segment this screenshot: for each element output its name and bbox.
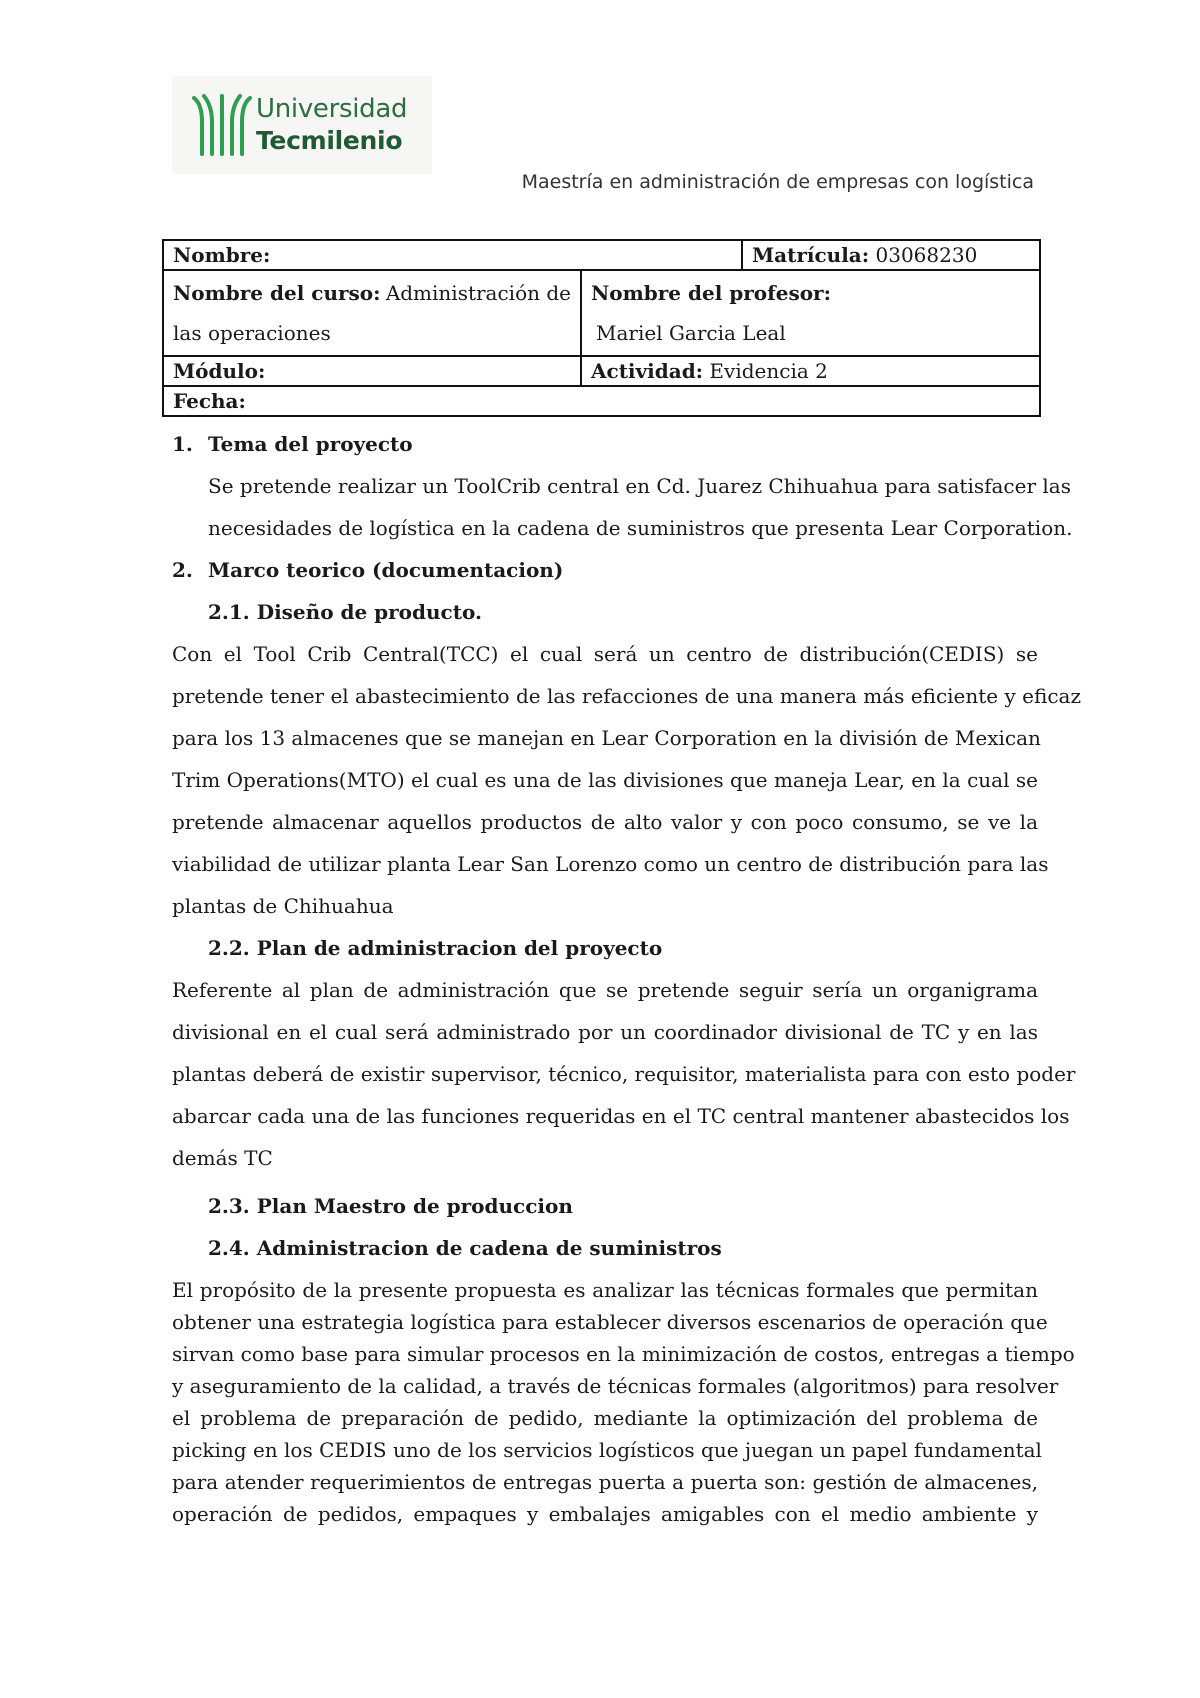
fecha-cell	[163, 386, 1040, 416]
actividad-value: Evidencia 2	[709, 359, 828, 383]
section-1-line: necesidades de logística en la cadena de suministros que presenta Lear Corporation.	[208, 516, 1073, 540]
paragraph-line: el problema de preparación de pedido, mediante la optimización del problema de	[172, 1406, 1038, 1430]
fecha-label: Fecha:	[173, 389, 246, 413]
paragraph-line: Con el Tool Crib Central(TCC) el cual será un centro de distribución(CEDIS) se	[172, 642, 1038, 666]
section-2-1-title: 2.1. Diseño de producto.	[208, 600, 482, 624]
section-2-4-title: 2.4. Administracion de cadena de suministros	[208, 1236, 722, 1260]
paragraph-line: pretende almacenar aquellos productos de alto valor y con poco consumo, se ve la	[172, 810, 1038, 834]
paragraph-line: demás TC	[172, 1146, 273, 1170]
matricula-label: Matrícula:	[752, 243, 870, 267]
section-2-heading	[172, 558, 564, 582]
university-logo	[172, 76, 432, 174]
tecmilenio-logo-icon	[192, 92, 252, 156]
modulo-label: Módulo:	[173, 359, 266, 383]
paragraph-line: para atender requerimientos de entregas puerta a puerta son: gestión de almacenes,	[172, 1470, 1038, 1494]
section-1-title: Tema del proyecto	[208, 432, 413, 456]
section-2-title: Marco teorico (documentacion)	[208, 558, 564, 582]
paragraph-line: obtener una estrategia logística para establecer diversos escenarios de operación que	[172, 1310, 1048, 1334]
table-row	[163, 356, 1040, 386]
curso-value-b: las operaciones	[173, 321, 331, 345]
paragraph-line: y aseguramiento de la calidad, a través de técnicas formales (algoritmos) para resolver	[172, 1374, 1059, 1398]
paragraph-line: El propósito de la presente propuesta es analizar las técnicas formales que permitan	[172, 1278, 1038, 1302]
section-2-number: 2.	[172, 558, 193, 582]
table-row	[163, 386, 1040, 416]
paragraph-line: Referente al plan de administración que se pretende seguir sería un organigrama	[172, 978, 1038, 1002]
program-title: Maestría en administración de empresas con logística	[521, 171, 1034, 193]
curso-value-a: Administración de	[385, 281, 571, 305]
logo-tecmilenio-text: Tecmilenio	[256, 126, 403, 155]
student-info-table	[162, 239, 1041, 417]
section-2-3-title: 2.3. Plan Maestro de produccion	[208, 1194, 573, 1218]
table-row	[163, 240, 1040, 270]
paragraph-line: abarcar cada una de las funciones requeridas en el TC central mantener abastecidos los	[172, 1104, 1070, 1128]
curso-label: Nombre del curso:	[173, 281, 381, 305]
paragraph-line: pretende tener el abastecimiento de las refacciones de una manera más eficiente y eficaz	[172, 684, 1081, 708]
paragraph-line: Trim Operations(MTO) el cual es una de las divisiones que maneja Lear, en la cual se	[172, 768, 1038, 792]
paragraph-line: divisional en el cual será administrado por un coordinador divisional de TC y en las	[172, 1020, 1038, 1044]
actividad-cell	[581, 356, 1040, 386]
curso-cell	[163, 270, 581, 356]
nombre-cell	[163, 240, 742, 270]
paragraph-line: picking en los CEDIS uno de los servicios logísticos que juegan un papel fundamental	[172, 1438, 1042, 1462]
section-1-number: 1.	[172, 432, 193, 456]
section-1-heading	[172, 432, 413, 456]
actividad-label: Actividad:	[591, 359, 704, 383]
paragraph-line: plantas deberá de existir supervisor, técnico, requisitor, materialista para con esto poder	[172, 1062, 1076, 1086]
section-1-line: Se pretende realizar un ToolCrib central en Cd. Juarez Chihuahua para satisfacer las	[208, 474, 1071, 498]
profesor-value: Mariel Garcia Leal	[596, 321, 786, 345]
nombre-label: Nombre:	[173, 243, 271, 267]
paragraph-line: viabilidad de utilizar planta Lear San Lorenzo como un centro de distribución para las	[172, 852, 1049, 876]
paragraph-line: operación de pedidos, empaques y embalajes amigables con el medio ambiente y	[172, 1502, 1038, 1526]
paragraph-line: plantas de Chihuahua	[172, 894, 394, 918]
profesor-label: Nombre del profesor:	[591, 281, 831, 305]
logo-universidad-text: Universidad	[256, 94, 408, 124]
modulo-cell	[163, 356, 581, 386]
matricula-value: 03068230	[875, 243, 978, 267]
profesor-cell	[581, 270, 1040, 356]
paragraph-line: sirvan como base para simular procesos en la minimización de costos, entregas a tiempo	[172, 1342, 1075, 1366]
paragraph-line: para los 13 almacenes que se manejan en Lear Corporation en la división de Mexican	[172, 726, 1041, 750]
section-2-2-title: 2.2. Plan de administracion del proyecto	[208, 936, 663, 960]
table-row	[163, 270, 1040, 356]
matricula-cell	[742, 240, 1040, 270]
